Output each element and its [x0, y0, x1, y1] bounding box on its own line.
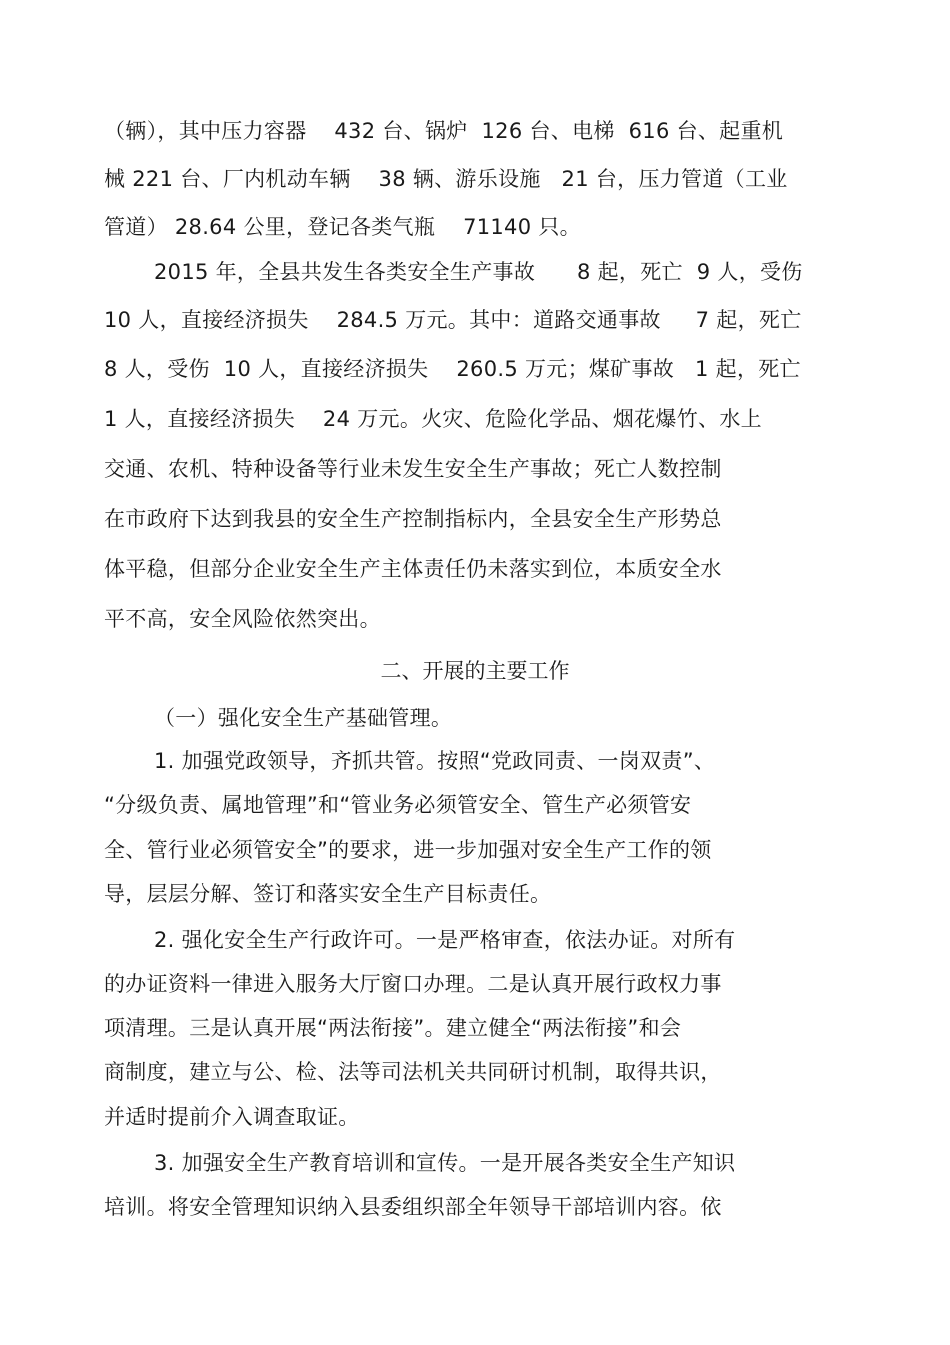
paragraph-line: 交通、农机、特种设备等行业未发生安全生产事故；死亡人数控制: [104, 457, 722, 481]
paragraph-line: 管道） 28.64 公里，登记各类气瓶 71140 只。: [104, 215, 581, 239]
paragraph-line: 2. 强化安全生产行政许可。一是严格审查，依法办证。对所有: [154, 928, 736, 952]
paragraph-line: 1 人，直接经济损失 24 万元。火灾、危险化学品、烟花爆竹、水上: [104, 407, 762, 431]
paragraph-line: 全、管行业必须管安全”的要求，进一步加强对安全生产工作的领: [104, 838, 712, 862]
paragraph-line: 1. 加强党政领导，齐抓共管。按照“党政同责、一岗双责”、: [154, 749, 716, 773]
paragraph-line: 械 221 台、厂内机动车辆 38 辆、游乐设施 21 台，压力管道（工业: [104, 167, 788, 191]
paragraph-line: “分级负责、属地管理”和“管业务必须管安全、管生产必须管安: [104, 793, 692, 817]
paragraph-line: 10 人，直接经济损失 284.5 万元。其中：道路交通事故 7 起，死亡: [104, 308, 802, 332]
paragraph-line: 平不高，安全风险依然突出。: [104, 607, 381, 631]
paragraph-line: 培训。将安全管理知识纳入县委组织部全年领导干部培训内容。依: [104, 1195, 722, 1219]
paragraph-line: 体平稳，但部分企业安全生产主体责任仍未落实到位，本质安全水: [104, 557, 722, 581]
section-heading: 二、开展的主要工作: [380, 659, 570, 683]
subsection-heading: （一）强化安全生产基础管理。: [154, 706, 453, 730]
paragraph-line: 2015 年，全县共发生各类安全生产事故 8 起，死亡 9 人，受伤: [154, 260, 803, 284]
paragraph-line: 导，层层分解、签订和落实安全生产目标责任。: [104, 882, 552, 906]
paragraph-line: 3. 加强安全生产教育培训和宣传。一是开展各类安全生产知识: [154, 1151, 736, 1175]
paragraph-line: 8 人，受伤 10 人，直接经济损失 260.5 万元；煤矿事故 1 起，死亡: [104, 357, 801, 381]
paragraph-line: 并适时提前介入调查取证。: [104, 1105, 360, 1129]
paragraph-line: 的办证资料一律进入服务大厅窗口办理。二是认真开展行政权力事: [104, 972, 722, 996]
paragraph-line: 在市政府下达到我县的安全生产控制指标内，全县安全生产形势总: [104, 507, 722, 531]
paragraph-line: 项清理。三是认真开展“两法衔接”。建立健全“两法衔接”和会: [104, 1016, 682, 1040]
paragraph-line: （辆），其中压力容器 432 台、锅炉 126 台、电梯 616 台、起重机: [104, 119, 784, 143]
paragraph-line: 商制度，建立与公、检、法等司法机关共同研讨机制，取得共识，: [104, 1060, 722, 1084]
